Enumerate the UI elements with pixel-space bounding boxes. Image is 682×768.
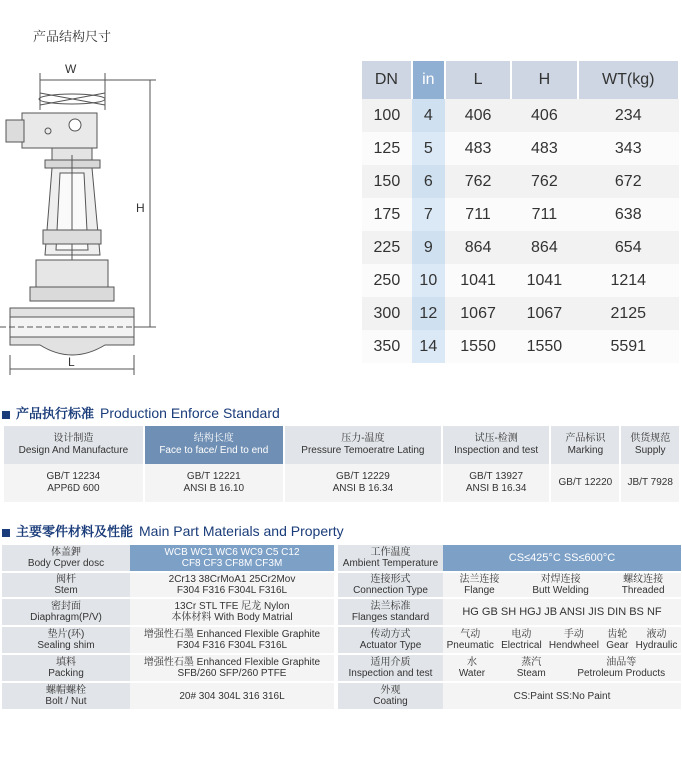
standard-value: GB/T 12229 ANSI B 16.34 [285, 464, 441, 502]
cell-in: 5 [412, 132, 445, 165]
material-label: 垫片(环) Sealing shim [2, 627, 130, 653]
connection-item: 螺纹连接 Threaded [621, 574, 665, 596]
cell-l: 762 [445, 165, 511, 198]
cell-dn: 225 [362, 231, 412, 264]
cell-in: 10 [412, 264, 445, 297]
material-label: 阀杆 Stem [2, 573, 130, 597]
cell-dn: 250 [362, 264, 412, 297]
coating-label: 外观 Coating [338, 683, 443, 709]
cell-l: 1550 [445, 330, 511, 363]
standard-value: JB/T 7928 [621, 464, 679, 502]
dimension-header-in: in [412, 61, 445, 99]
cell-wt: 672 [578, 165, 679, 198]
cell-dn: 125 [362, 132, 412, 165]
cell-h: 483 [511, 132, 577, 165]
material-value: 增强性石墨 Enhanced Flexible Graphite SFB/260 SFP/260 PTFE [130, 655, 334, 681]
cell-in: 9 [412, 231, 445, 264]
materials-right-table [338, 543, 681, 711]
actuator-value [443, 627, 681, 653]
table-row [338, 573, 681, 597]
valve-drawing [0, 55, 345, 380]
cell-in: 7 [412, 198, 445, 231]
standard-header-design: 设计制造 Design And Manufacture [4, 426, 143, 464]
table-row [2, 545, 334, 571]
table-row [362, 264, 679, 297]
cell-h: 711 [511, 198, 577, 231]
dimension-header-row [362, 61, 679, 99]
standard-header-inspection: 试压-检测 Inspection and test [443, 426, 549, 464]
standard-title-cn: 产品执行标准 [16, 407, 95, 422]
media-label: 适用介质 Inspection and test [338, 655, 443, 681]
dimension-header-dn: DN [362, 61, 412, 99]
actuator-item: 液动 Hydraulic [635, 629, 678, 651]
actuator-item: 手动 Hendwheel [548, 629, 599, 651]
cell-dn: 150 [362, 165, 412, 198]
standard-value: GB/T 13927 ANSI B 16.34 [443, 464, 549, 502]
media-item: 油品等 Petroleum Products [577, 657, 666, 679]
connection-item: 对焊连接 Butt Welding [532, 574, 589, 596]
cell-l: 1067 [445, 297, 511, 330]
material-label: 体盖鉀 Body Cpver dosc [2, 545, 130, 571]
connection-value [443, 573, 681, 597]
standard-header-face: 结构长度 Face to face/ End to end [145, 426, 283, 464]
cell-dn: 100 [362, 99, 412, 132]
cell-in: 6 [412, 165, 445, 198]
standard-title-en: Production Enforce Standard [100, 405, 280, 421]
table-row [338, 655, 681, 681]
ambient-label: 工作温度 Ambient Temperature [338, 545, 443, 571]
table-row [2, 627, 334, 653]
standard-header-marking: 产品标识 Marking [551, 426, 619, 464]
cell-l: 864 [445, 231, 511, 264]
media-value [443, 655, 681, 681]
table-row [2, 599, 334, 625]
table-row [362, 330, 679, 363]
cell-l: 406 [445, 99, 511, 132]
cell-wt: 5591 [578, 330, 679, 363]
connection-label: 连接形式 Connection Type [338, 573, 443, 597]
page-title: 产品结构尺寸 [33, 30, 112, 45]
table-row [2, 683, 334, 709]
table-row [362, 297, 679, 330]
material-label: 密封面 Diaphragm(P/V) [2, 599, 130, 625]
cell-wt: 1214 [578, 264, 679, 297]
cell-h: 864 [511, 231, 577, 264]
material-value: 2Cr13 38CrMoA1 25Cr2Mov F304 F316 F304L F316L [130, 573, 334, 597]
cell-dn: 300 [362, 297, 412, 330]
table-row [338, 599, 681, 625]
standard-header-pressure: 压力-温度 Pressure Temoeratre Lating [285, 426, 441, 464]
standard-header-supply: 供货规范 Supply [621, 426, 679, 464]
cell-h: 762 [511, 165, 577, 198]
standard-value: GB/T 12220 [551, 464, 619, 502]
cell-h: 1067 [511, 297, 577, 330]
standard-header-row [4, 426, 679, 464]
table-row [2, 573, 334, 597]
material-value: 增强性石墨 Enhanced Flexible Graphite F304 F316 F304L F316L [130, 627, 334, 653]
flanges-value: HG GB SH HGJ JB ANSI JIS DIN BS NF [443, 599, 681, 625]
dimension-table [362, 61, 680, 363]
media-item: 蒸汽 Steam [516, 657, 546, 679]
standard-section-title [2, 403, 280, 422]
cell-wt: 654 [578, 231, 679, 264]
table-row [362, 198, 679, 231]
material-value: 20# 304 304L 316 316L [130, 683, 334, 709]
cell-wt: 234 [578, 99, 679, 132]
dimension-header-h: H [511, 61, 577, 99]
drawing-label-h: H [136, 201, 145, 215]
actuator-label: 传动方式 Actuator Type [338, 627, 443, 653]
dimension-header-l: L [445, 61, 511, 99]
cell-dn: 350 [362, 330, 412, 363]
materials-title-en: Main Part Materials and Property [139, 523, 344, 539]
drawing-label-w: W [65, 62, 77, 76]
cell-wt: 2125 [578, 297, 679, 330]
cell-dn: 175 [362, 198, 412, 231]
material-label: 填料 Packing [2, 655, 130, 681]
material-value: 13Cr STL TFE 尼龙 Nylon 本体材料 With Body Matrial [130, 599, 334, 625]
standard-value: GB/T 12221 ANSI B 16.10 [145, 464, 283, 502]
material-label: 螺帽螺栓 Bolt / Nut [2, 683, 130, 709]
coating-value: CS:Paint SS:No Paint [443, 683, 681, 709]
cell-in: 12 [412, 297, 445, 330]
media-item: 水 Water [458, 657, 486, 679]
cell-h: 406 [511, 99, 577, 132]
materials-title-cn: 主要零件材料及性能 [16, 525, 134, 540]
cell-wt: 343 [578, 132, 679, 165]
materials-section-title [2, 521, 344, 540]
table-row [338, 627, 681, 653]
materials-left-table [2, 543, 334, 711]
table-row [362, 99, 679, 132]
actuator-item: 气动 Pneumatic [446, 629, 494, 651]
actuator-item: 齿轮 Gear [606, 629, 629, 651]
cell-l: 1041 [445, 264, 511, 297]
cell-l: 483 [445, 132, 511, 165]
dimension-header-wt: WT(kg) [578, 61, 679, 99]
cell-wt: 638 [578, 198, 679, 231]
cell-in: 14 [412, 330, 445, 363]
material-value: WCB WC1 WC6 WC9 C5 C12 CF8 CF3 CF8M CF3M [130, 545, 334, 571]
section-marker-icon [2, 529, 10, 537]
section-marker-icon [2, 411, 10, 419]
cell-l: 711 [445, 198, 511, 231]
table-row [362, 231, 679, 264]
flanges-label: 法兰标准 Flanges standard [338, 599, 443, 625]
drawing-label-l: L [68, 355, 75, 369]
standard-value: GB/T 12234 APP6D 600 [4, 464, 143, 502]
cell-h: 1041 [511, 264, 577, 297]
table-row [362, 132, 679, 165]
actuator-item: 电动 Electrical [501, 629, 542, 651]
table-row [2, 655, 334, 681]
standard-value-row [4, 464, 679, 502]
cell-in: 4 [412, 99, 445, 132]
ambient-value: CS≤425°C SS≤600°C [443, 545, 681, 571]
connection-item: 法兰连接 Flange [459, 574, 500, 596]
standard-table [2, 426, 681, 502]
table-row [338, 545, 681, 571]
table-row [338, 683, 681, 709]
table-row [362, 165, 679, 198]
cell-h: 1550 [511, 330, 577, 363]
